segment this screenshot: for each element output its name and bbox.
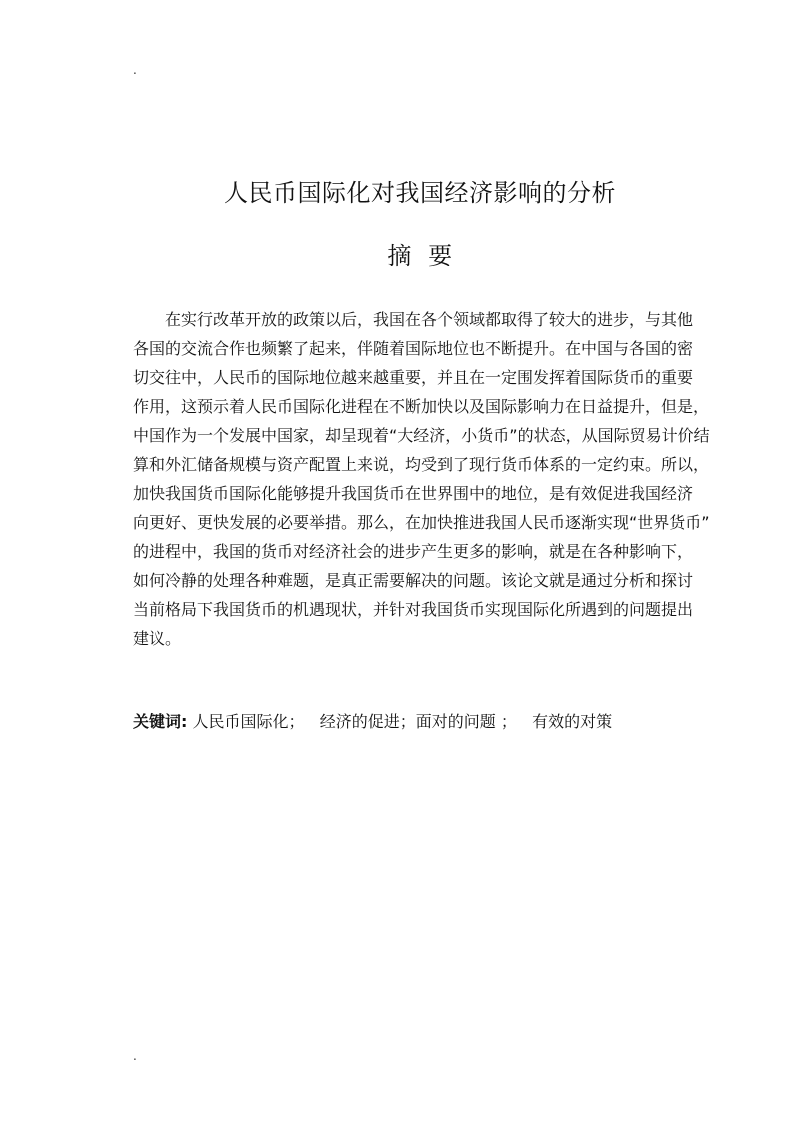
abstract-line: 在实行改革开放的政策以后，我国在各个领域都取得了较大的进步，与其他 [165, 310, 694, 329]
abstract-line: 如何冷静的处理各种难题，是真正需要解决的问题。该论文就是通过分析和探讨 [133, 571, 694, 590]
abstract-line: 加快我国货币国际化能够提升我国货币在世界围中的地位，是有效促进我国经济 [133, 484, 694, 503]
page-marker-top: . [133, 63, 137, 77]
abstract-heading: 摘 要 [387, 242, 453, 270]
abstract-line: 各国的交流合作也频繁了起来，伴随着国际地位也不断提升。在中国与各国的密 [133, 339, 694, 358]
abstract-line: 向更好、更快发展的必要举措。那么，在加快推进我国人民币逐渐实现“世界货币” [133, 513, 710, 532]
abstract-line: 切交往中，人民币的国际地位越来越重要，并且在一定围发挥着国际货币的重要 [133, 368, 694, 387]
abstract-line: 的进程中，我国的货币对经济社会的进步产生更多的影响，就是在各种影响下， [133, 542, 694, 561]
abstract-line: 当前格局下我国货币的机遇现状，并针对我国货币实现国际化所遇到的问题提出 [133, 600, 694, 619]
abstract-line: 算和外汇储备规模与资产配置上来说，均受到了现行货币体系的一定约束。所以， [133, 455, 710, 474]
abstract-line: 作用，这预示着人民币国际化进程在不断加快以及国际影响力在日益提升，但是， [133, 397, 710, 416]
keywords-text: 人民币国际化； 经济的促进；面对的问题 ； 有效的对策 [187, 712, 613, 731]
abstract-line: 中国作为一个发展中国家，却呈现着“大经济，小货币”的状态，从国际贸易计价结 [133, 426, 710, 445]
document-title: 人民币国际化对我国经济影响的分析 [224, 179, 616, 207]
page-marker-bottom: . [133, 1049, 137, 1063]
abstract-line: 建议。 [133, 629, 182, 648]
keywords-label: 关键词: [133, 712, 188, 731]
abstract-body [133, 305, 708, 653]
keywords-line [133, 707, 708, 736]
